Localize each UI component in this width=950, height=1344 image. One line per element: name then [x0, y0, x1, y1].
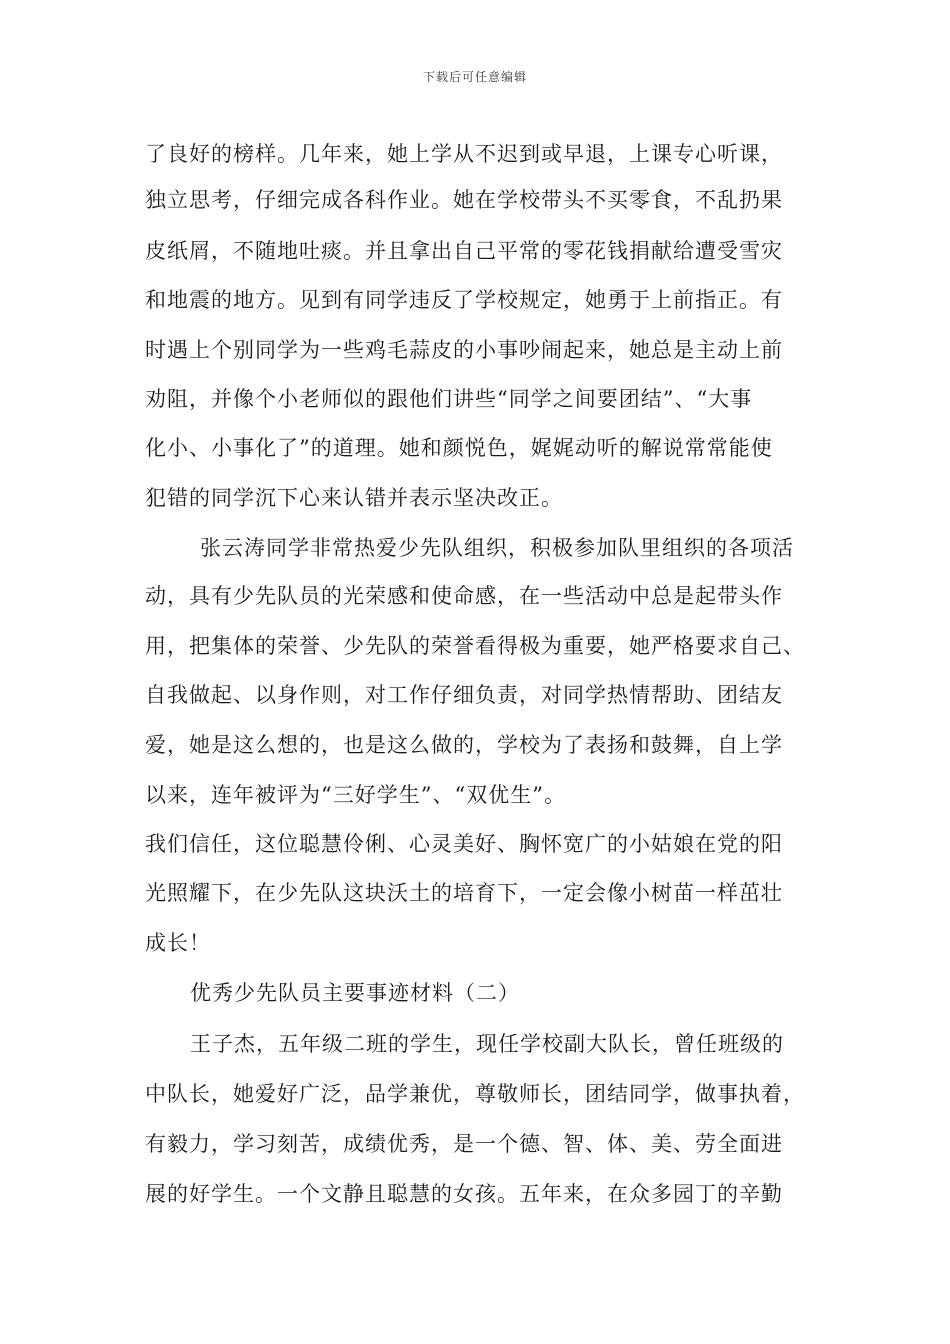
body-line: 展的好学生。一个文静且聪慧的女孩。五年来，在众多园丁的辛勤 — [145, 1182, 783, 1206]
body-line: 动，具有少先队员的光荣感和使命感，在一些活动中总是起带头作 — [145, 584, 783, 608]
body-line: 爱，她是这么想的，也是这么做的，学校为了表扬和鼓舞，自上学 — [145, 733, 783, 757]
body-line: 犯错的同学沉下心来认错并表示坚决改正。 — [145, 486, 563, 510]
body-line: 和地震的地方。见到有同学违反了学校规定，她勇于上前指正。有 — [145, 288, 783, 312]
body-line: 化小、小事化了”的道理。她和颜悦色，娓娓动听的解说常常能使 — [145, 436, 773, 460]
body-line: 了良好的榜样。几年来，她上学从不迟到或早退，上课专心听课， — [145, 142, 783, 166]
section-heading: 优秀少先队员主要事迹材料（二） — [190, 981, 520, 1005]
body-line: 王子杰，五年级二班的学生，现任学校副大队长，曾任班级的 — [190, 1032, 784, 1056]
body-line: 时遇上个别同学为一些鸡毛蒜皮的小事吵闹起来，她总是主动上前 — [145, 338, 783, 362]
body-line: 用，把集体的荣誉、少先队的荣誉看得极为重要，她严格要求自己、 — [145, 634, 805, 658]
body-line: 中队长，她爱好广泛，品学兼优，尊敬师长，团结同学，做事执着， — [145, 1082, 805, 1106]
body-line: 有毅力，学习刻苦，成绩优秀，是一个德、智、体、美、劳全面进 — [145, 1132, 783, 1156]
body-line: 独立思考，仔细完成各科作业。她在学校带头不买零食，不乱扔果 — [145, 188, 783, 212]
body-line: 皮纸屑，不随地吐痰。并且拿出自己平常的零花钱捐献给遭受雪灾 — [145, 239, 783, 263]
body-line: 以来，连年被评为“三好学生”、“双优生”。 — [145, 783, 566, 807]
body-line: 光照耀下，在少先队这块沃土的培育下，一定会像小树苗一样茁壮 — [145, 881, 783, 905]
page-header: 下载后可任意编辑 — [422, 70, 527, 84]
body-line: 劝阻，并像个小老师似的跟他们讲些“同学之间要团结”、“大事 — [145, 387, 753, 411]
body-line: 成长！ — [145, 931, 211, 955]
body-line: 我们信任，这位聪慧伶俐、心灵美好、胸怀宽广的小姑娘在党的阳 — [145, 832, 783, 856]
body-line: 张云涛同学非常热爱少先队组织，积极参加队里组织的各项活 — [200, 536, 794, 560]
body-line: 自我做起、以身作则，对工作仔细负责，对同学热情帮助、团结友 — [145, 683, 783, 707]
